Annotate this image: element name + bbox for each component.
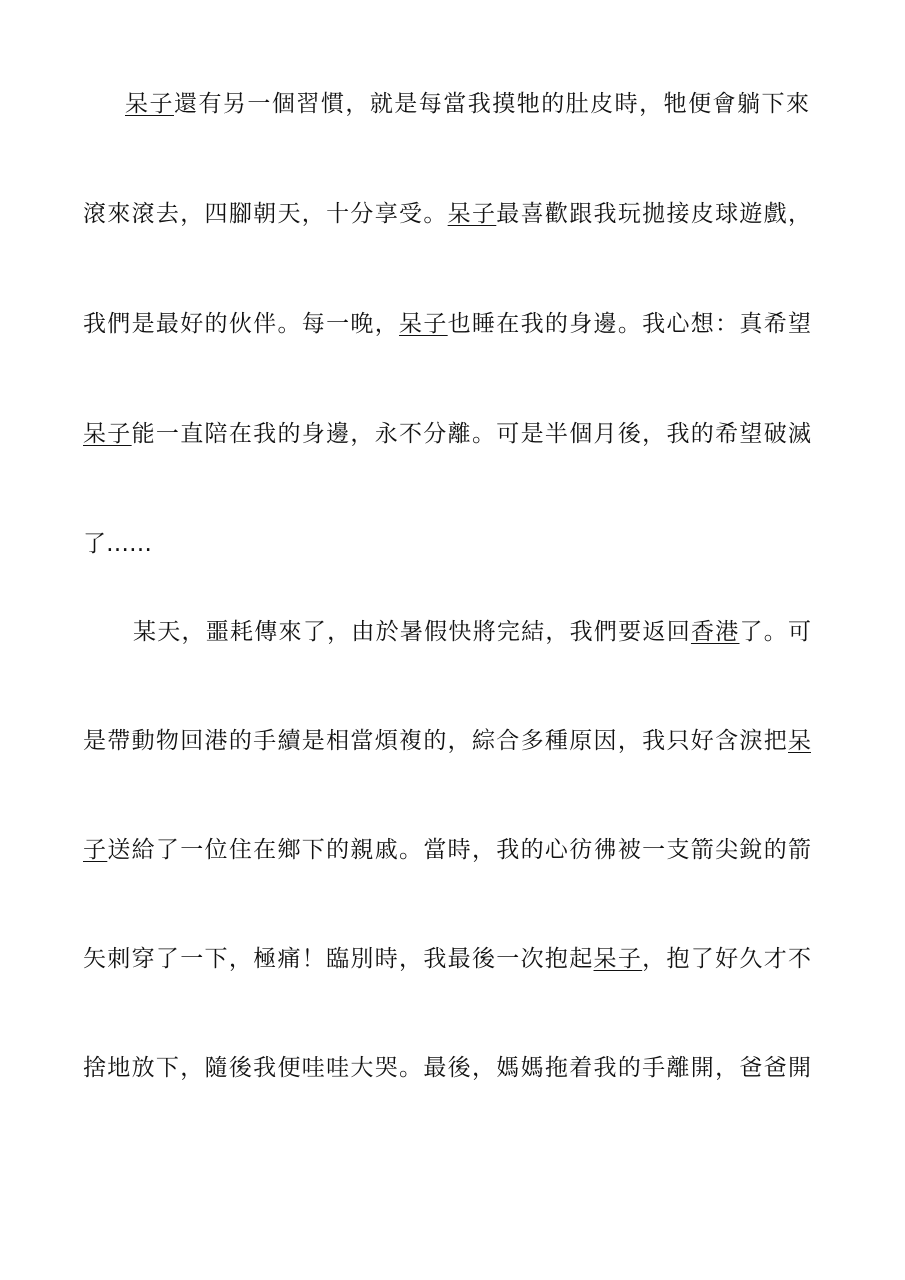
text-run: 最喜歡跟我玩拋接皮球遊戲， <box>496 201 812 227</box>
text-run: 捨地放下，隨後我便哇哇大哭。最後，媽媽拖着我的手離開，爸爸開 <box>83 1055 811 1081</box>
paragraph-1-line-4 <box>83 414 811 454</box>
paragraph-1-line-1 <box>125 84 809 124</box>
name-underlined: 呆子 <box>593 946 643 972</box>
paragraph-2-line-4 <box>83 939 811 979</box>
paragraph-2-line-5 <box>83 1048 811 1088</box>
text-run: 矢刺穿了一下，極痛！臨別時，我最後一次抱起 <box>83 946 594 972</box>
paragraph-2-line-2 <box>83 721 811 761</box>
name-underlined: 呆子 <box>447 201 497 227</box>
text-run: 某天，噩耗傳來了，由於暑假快將完結，我們要返回 <box>133 619 691 645</box>
paragraph-2-line-3 <box>83 830 811 870</box>
paragraph-1-line-3 <box>83 304 811 344</box>
place-underlined: 香港 <box>690 619 740 645</box>
name-underlined: 呆子 <box>125 91 174 117</box>
paragraph-1-line-2 <box>83 194 811 234</box>
name-underlined: 呆子 <box>399 311 448 337</box>
text-run: 了…… <box>83 531 152 557</box>
text-run: 我們是最好的伙伴。每一晚， <box>83 311 400 337</box>
text-run: 也睡在我的身邊。我心想：真希望 <box>447 311 812 337</box>
name-underlined: 呆子 <box>83 421 132 447</box>
name-underlined: 呆 <box>788 728 811 754</box>
text-run: 還有另一個習慣，就是每當我摸牠的肚皮時，牠便會躺下來 <box>173 91 810 117</box>
text-run: 能一直陪在我的身邊，永不分離。可是半個月後，我的希望破滅 <box>131 421 812 447</box>
text-run: 送給了一位住在鄉下的親戚。當時，我的心彷彿被一支箭尖銳的箭 <box>107 837 812 863</box>
text-run: 滾來滾去，四腳朝天，十分享受。 <box>83 201 448 227</box>
text-run: 是帶動物回港的手續是相當煩複的，綜合多種原因，我只好含淚把 <box>83 728 788 754</box>
paragraph-1-line-5 <box>83 524 811 564</box>
text-run: ，抱了好久才不 <box>642 946 812 972</box>
paragraph-2-line-1 <box>133 612 811 652</box>
name-underlined: 子 <box>83 837 108 863</box>
text-run: 了。可 <box>739 619 812 645</box>
